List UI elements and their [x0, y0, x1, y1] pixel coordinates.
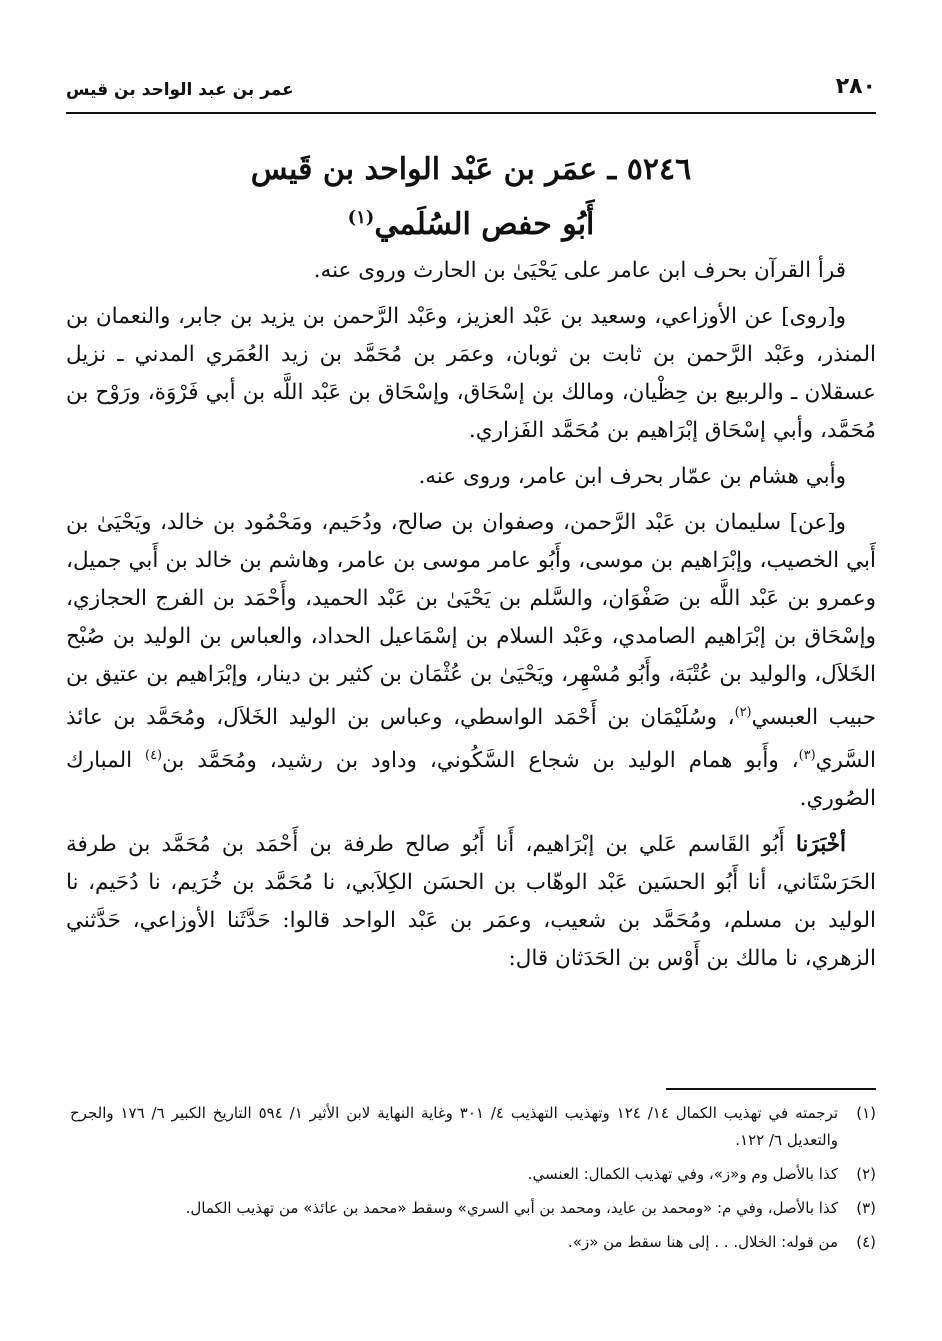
- paragraph-1: قرأ القرآن بحرف ابن عامر على يَحْيَىٰ بن الحارث وروى عنه.: [313, 258, 846, 283]
- main-text: [66, 252, 876, 978]
- footnote-1: [70, 1100, 876, 1154]
- entry-title-line1: ٥٢٤٦ ـ عمَر بن عَبْد الواحد بن قَيس: [250, 152, 692, 187]
- footnote-2: [70, 1161, 876, 1188]
- entry-title-line2: [66, 194, 876, 249]
- paragraph-4-text-b: ، وسُلَيْمَان بن أَحْمَد الواسطي، وعباس بن الوليد الخَلاَل، ومُحَمَّد بن عائذ السَّري: [66, 705, 876, 774]
- page-number: ٢٨٠: [835, 74, 876, 99]
- paragraph-4-text-c: ، وأَبو همام الوليد بن شجاع السَّكُوني، وداود بن رشيد، ومُحَمَّد بن: [162, 748, 799, 774]
- akhbarana-lead: أخْبَرَنا: [795, 832, 846, 858]
- entry-kunya: أَبُو حفص السُلَمي: [374, 207, 595, 242]
- footnote-ref-2: (٢): [734, 705, 752, 720]
- footnote-number: (١): [856, 1104, 876, 1122]
- paragraph-4: [66, 504, 876, 818]
- entry-title: [66, 146, 876, 249]
- footnote-text: من قوله: الخلال. . . إلى هنا سقط من «ز».: [568, 1233, 838, 1251]
- paragraph-2: و[روى] عن الأوزاعي، وسعيد بن عَبْد العزيز، وعَبْد الرَّحمن بن يزيد بن جابر، والنعمان بن المنذر، وعَبْد الرَّحمن بن ثابت بن ثوبان، وعمَر بن مُحَمَّد بن زيد العُمَري المدني ـ نزيل عسقلان ـ والربيع بن حِظْيان، ومالك بن إسْحَاق، وإسْحَاق بن عَبْد اللَّه بن أبي فَرْوَة، ورَوْح بن مُحَمَّد، وأبي إسْحَاق إبْرَاهيم بن مُحَمَّد الفَزاري.: [66, 304, 876, 443]
- footnote-ref-1: (١): [347, 207, 375, 228]
- footnote-number: (٣): [856, 1199, 876, 1217]
- paragraph-4-text-a: و[عن] سليمان بن عَبْد الرَّحمن، وصفوان بن صالح، ودُحَيم، ومَحْمُود بن خالد، ويَحْيَىٰ بن أَبي الخصيب، وإبْرَاهيم بن موسى، وأَبُو عامر موسى بن عامر، وهاشم بن خالد بن أَبي جميل، وعمرو بن عَبْد اللَّه بن صَفْوَان، والسَّلم بن يَحْيَىٰ بن عَبْد الحميد، وأَحْمَد بن الفرج الحجازي، وإسْحَاق بن إبْرَاهيم الصامدي، وعَبْد السلام بن إسْمَاعيل الحداد، والعباس بن الوليد بن صُبْح الخَلاَل، والوليد بن عُتْبَة، وأَبُو مُسْهِر، ويَحْيَىٰ بن عُثْمَان بن كثير بن دينار، وإبْرَاهيم بن عتيق بن حبيب العبسي: [66, 510, 876, 731]
- page-header: [66, 72, 876, 114]
- paragraph-5: [66, 826, 876, 978]
- footnote-3: [70, 1195, 876, 1222]
- footnote-ref-4: (٤): [145, 748, 163, 764]
- paragraph-5-text: أَبُو القَاسم عَلي بن إبْرَاهيم، أَنا أَبُو صالح طرفة بن أَحْمَد بن مُحَمَّد بن طرفة الحَرَسْتَاني، أنا أَبُو الحسَين عَبْد الوهّاب بن الحسَن الكِلاَبي، نا مُحَمَّد بن خُرَيم، نا دُحَيم، نا الوليد بن مسلم، ومُحَمَّد بن شعيب، وعمَر بن عَبْد الواحد قالوا: حَدَّثَنا الأوزاعي، حَدَّثني الزهري، نا مالك بن أَوْس بن الحَدَثان قال:: [66, 832, 876, 972]
- footnotes: [70, 1100, 876, 1263]
- footnote-text: ترجمته في تهذيب الكمال ١٤/ ١٢٤ وتهذيب التهذيب ٤/ ٣٠١ وغاية النهاية لابن الأثير ١/ ٥٩٤ التاريخ الكبير ٦/ ١٧٦ والجرح والتعديل ٦/ ١٢٢.: [70, 1104, 839, 1149]
- footnote-text: كذا بالأصل وم و«ز»، وفي تهذيب الكمال: العنسي.: [527, 1165, 838, 1183]
- footnote-number: (٢): [856, 1165, 876, 1183]
- paragraph-4-text-d: المبارك الصُوري.: [66, 748, 876, 812]
- footnote-separator: [666, 1088, 876, 1090]
- running-title: عمر بن عبد الواحد بن قيس: [66, 80, 294, 100]
- paragraph-3: وأبي هشام بن عمّار بحرف ابن عامر، وروى عنه.: [418, 464, 846, 489]
- footnote-4: [70, 1229, 876, 1256]
- footnote-number: (٤): [856, 1233, 876, 1251]
- footnote-ref-3: (٣): [798, 748, 816, 764]
- footnote-text: كذا بالأصل، وفي م: «ومحمد بن عايد، ومحمد بن أبي السري» وسقط «محمد بن عائذ» من تهذيب الكمال.: [185, 1199, 838, 1217]
